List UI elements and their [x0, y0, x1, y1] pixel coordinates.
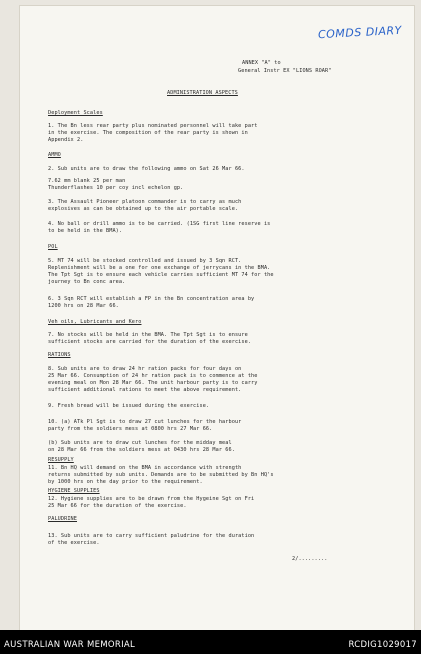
para-4-line-1: 4. No ball or drill ammo is to be carried. (1SG first line reserve is: [48, 221, 271, 227]
heading-resupply: RESUPPLY: [48, 457, 74, 463]
heading-paludrine: PALUDRINE: [48, 516, 78, 522]
para-13-line-2: of the exercise.: [48, 540, 100, 546]
heading-pol: POL: [48, 244, 58, 250]
document-title: ADMINISTRATION ASPECTS: [167, 90, 238, 96]
document-page: [20, 6, 414, 630]
para-2-item-b: Thunderflashes 10 per coy incl echelon gp.: [48, 185, 184, 191]
para-10-b-line-1: (b) Sub units are to draw cut lunches for the midday meal: [48, 440, 232, 446]
para-10-a-line-2: party from the soldiers mess at 0800 hrs 27 Mar 66.: [48, 426, 213, 432]
para-8-line-3: evening meal on Mon 28 Mar 66. The unit harbour party is to carry: [48, 380, 258, 386]
para-2-item-a: 7.62 mm blank 25 per man: [48, 178, 126, 184]
para-6-line-1: 6. 3 Sqn RCT will establish a FP in the Bn concentration area by: [48, 296, 255, 302]
para-10-b-line-2: on 28 Mar 66 from the soldiers mess at 0430 hrs 28 Mar 66.: [48, 447, 235, 453]
annex-heading: ANNEX "A" to: [242, 60, 281, 66]
para-12-line-2: 25 Mar 66 for the duration of the exercise.: [48, 503, 187, 509]
para-8-line-4: sufficient additional rations to meet the above requirement.: [48, 387, 242, 393]
para-11-line-2: returns submitted by sub units. Demands are to be submitted by Bn HQ's: [48, 472, 274, 478]
archive-record-id: RCDIG1029017: [348, 640, 417, 650]
para-2: 2. Sub units are to draw the following ammo on Sat 26 Mar 66.: [48, 166, 245, 172]
heading-deployment-scales: Deployment Scales: [48, 110, 103, 116]
heading-ammo: AMMO: [48, 152, 61, 158]
para-5-line-4: journey to Bn conc area.: [48, 279, 126, 285]
para-1-line-2: in the exercise. The composition of the rear party is shown in: [48, 130, 248, 136]
para-8-line-1: 8. Sub units are to draw 24 hr ration packs for four days on: [48, 366, 242, 372]
para-11-line-3: by 1000 hrs on the day prior to the requirement.: [48, 479, 203, 485]
archive-name: AUSTRALIAN WAR MEMORIAL: [4, 640, 136, 650]
archive-footer-bar: [0, 630, 421, 654]
para-7-line-1: 7. No stocks will be held in the BMA. The Tpt Sgt is to ensure: [48, 332, 248, 338]
heading-veh-oils: Veh oils, Lubricants and Kero: [48, 319, 142, 325]
para-1-line-3: Appendix 2.: [48, 137, 84, 143]
para-11-line-1: 11. Bn HQ will demand on the BMA in accordance with strength: [48, 465, 242, 471]
para-12-line-1: 12. Hygiene supplies are to be drawn from the Hygeine Sgt on Fri: [48, 496, 255, 502]
para-1-line-1: 1. The Bn less rear party plus nominated personnel will take part: [48, 123, 258, 129]
handwritten-annotation: COMDS DIARY: [317, 23, 403, 42]
para-7-line-2: sufficient stocks are carried for the duration of the exercise.: [48, 339, 252, 345]
instruction-reference: General Instr EX "LIONS ROAR": [238, 68, 332, 74]
para-3-line-1: 3. The Assault Pioneer platoon commander is to carry as much: [48, 199, 242, 205]
para-5-line-3: The Tpt Sgt is to ensure each vehicle carries sufficient MT 74 for the: [48, 272, 274, 278]
heading-hygiene-supplies: HYGIENE SUPPLIES: [48, 488, 100, 494]
para-6-line-2: 1200 hrs on 28 Mar 66.: [48, 303, 119, 309]
para-9: 9. Fresh bread will be issued during the exercise.: [48, 403, 210, 409]
next-page-indicator: 2/.........: [292, 556, 328, 562]
para-3-line-2: explosives as can be obtained up to the air portable scale.: [48, 206, 239, 212]
para-13-line-1: 13. Sub units are to carry sufficient paludrine for the duration: [48, 533, 255, 539]
para-10-a-line-1: 10. (a) ATk Pl Sgt is to draw 27 cut lunches for the harbour: [48, 419, 242, 425]
heading-rations: RATIONS: [48, 352, 71, 358]
para-5-line-2: Replenishment will be a one for one exchange of jerrycans in the BMA.: [48, 265, 271, 271]
para-5-line-1: 5. MT 74 will be stocked controlled and issued by 3 Sqn RCT.: [48, 258, 242, 264]
para-4-line-2: to be held in the BMA).: [48, 228, 123, 234]
para-8-line-2: 25 Mar 66. Consumption of 24 hr ration pack is to commence at the: [48, 373, 258, 379]
